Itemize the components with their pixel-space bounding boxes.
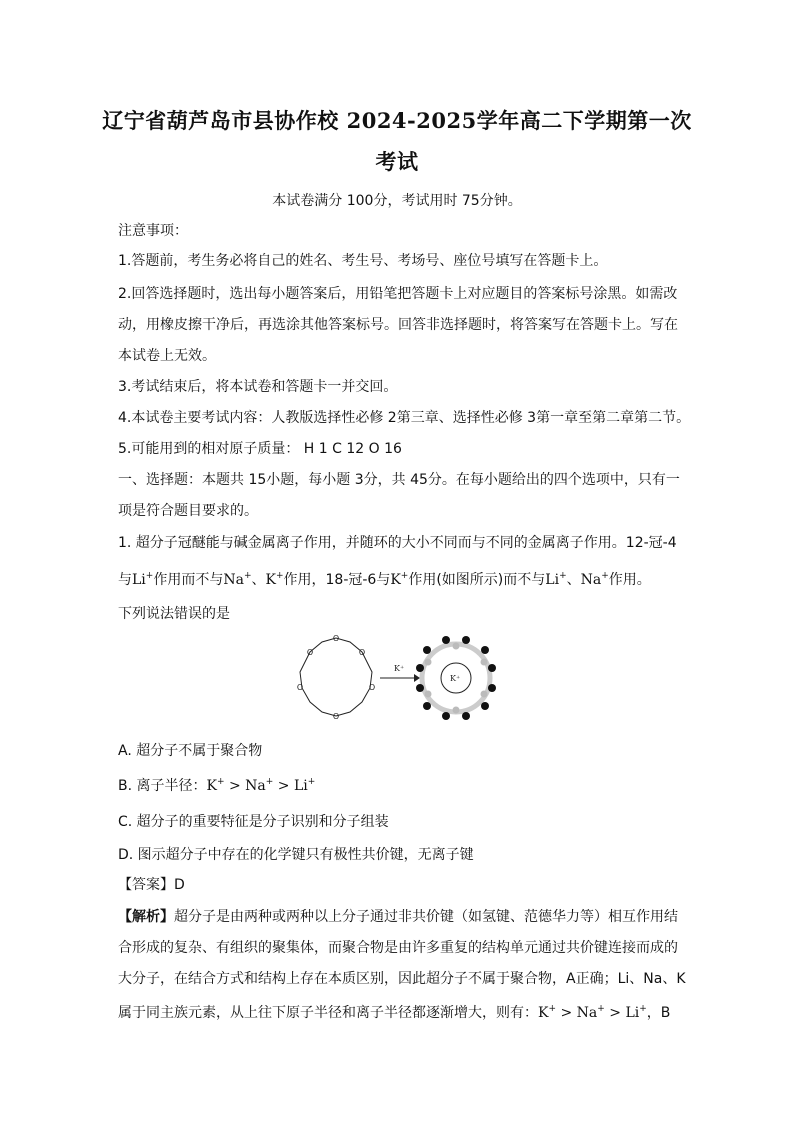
text-run: 作用，18-冠-6与: [283, 572, 391, 588]
answer-line: 【答案】D: [118, 877, 185, 893]
ion-na: Na+: [223, 571, 252, 588]
arrow-head-icon: [414, 674, 420, 682]
greater-than: >: [273, 778, 294, 794]
ion-li: Li+: [132, 571, 154, 588]
oxygen-label: O: [358, 648, 366, 657]
question-1-stem-line2: [118, 569, 651, 589]
ion-na: Na+: [245, 777, 274, 794]
ion-k: K+: [538, 1004, 557, 1021]
oxygen-label: O: [332, 712, 340, 721]
greater-than: >: [224, 778, 246, 794]
analysis-line4: [118, 1002, 670, 1022]
center-ion-label: K⁺: [450, 674, 461, 683]
ion-k: K+: [206, 777, 225, 794]
notice-item: 1.答题前，考生务必将自己的姓名、考生号、考场号、座位号填写在答题卡上。: [118, 253, 608, 269]
notice-item: 本试卷上无效。: [118, 348, 216, 364]
greater-than: >: [556, 1005, 577, 1021]
notice-heading: 注意事项：: [118, 223, 188, 239]
notice-item: 4.本试卷主要考试内容：人教版选择性必修 2第三章、选择性必修 3第一章至第二章第二节。: [118, 410, 691, 426]
text-run: 作用(如图所示)而不与: [408, 572, 546, 588]
oxygen-label: O: [296, 683, 304, 692]
ion-k: K+: [390, 571, 409, 588]
notice-item: 2.回答选择题时，选出每小题答案后，用铅笔把答题卡上对应题目的答案标号涂黑。如需改: [118, 286, 678, 302]
ion-li: Li+: [293, 777, 316, 794]
text-run: 超分子是由两种或两种以上分子通过非共价键（如氢键、范德华力等）相互作用结: [174, 909, 678, 925]
crown-ether-figure: [286, 628, 506, 724]
analysis-line1: [118, 906, 678, 926]
option-c: C. 超分子的重要特征是分子识别和分子组装: [118, 814, 389, 830]
greater-than: >: [604, 1005, 626, 1021]
section-heading-line1: 一、选择题：本题共 15小题，每小题 3分，共 45分。在每小题给出的四个选项中，只有一: [118, 472, 680, 488]
analysis-line3: 大分子，在结合方式和结构上存在本质区别，因此超分子不属于聚合物，A正确；Li、Na、K: [118, 971, 686, 987]
section-heading-line2: 项是符合题目要求的。: [118, 503, 258, 519]
ion-na: Na+: [576, 1004, 605, 1021]
text-run: 与: [118, 572, 132, 588]
ion-k: K+: [265, 571, 284, 588]
oxygen-atoms: [297, 634, 375, 721]
crown-ether-complex: [416, 636, 496, 720]
option-d: D. 图示超分子中存在的化学键只有极性共价键，无离子键: [118, 847, 474, 863]
exam-subtitle: 本试卷满分 100分，考试用时 75分钟。: [272, 193, 522, 209]
text-run: 属于同主族元素，从上往下原子半径和离子半径都逐渐增大，则有：: [118, 1005, 538, 1021]
text-run: B. 离子半径：: [118, 778, 207, 794]
arrow-label: K⁺: [394, 664, 405, 673]
ion-na: Na+: [580, 571, 609, 588]
option-b: [118, 775, 315, 795]
oxygen-label: O: [306, 648, 314, 657]
ion-li: Li+: [625, 1004, 647, 1021]
analysis-tag: 【解析】: [118, 909, 174, 925]
exam-title-line2: 考试: [375, 149, 419, 174]
question-1-stem-line3: 下列说法错误的是: [118, 606, 230, 622]
notice-item: 3.考试结束后，将本试卷和答题卡一并交回。: [118, 379, 398, 395]
oxygen-label: O: [368, 683, 376, 692]
notice-item: 5.可能用到的相对原子质量： H 1 C 12 O 16: [118, 441, 402, 457]
text-run: 、: [251, 572, 266, 588]
exam-title-line1: 辽宁省葫芦岛市县协作校 2024-2025学年高二下学期第一次: [102, 108, 692, 133]
question-1-stem-line1: 1. 超分子冠醚能与碱金属离子作用，并随环的大小不同而与不同的金属离子作用。12-冠-4: [118, 535, 677, 551]
analysis-line2: 合形成的复杂、有组织的聚集体，而聚合物是由许多重复的结构单元通过共价键连接而成的: [118, 940, 678, 956]
text-run: 作用。: [608, 572, 651, 588]
option-a: A. 超分子不属于聚合物: [118, 743, 263, 759]
text-run: 、: [566, 572, 581, 588]
text-run: 作用而不与: [153, 572, 224, 588]
oxygen-label: O: [332, 634, 340, 643]
ion-li: Li+: [545, 571, 567, 588]
text-run: ，B: [646, 1005, 671, 1021]
notice-item: 动，用橡皮擦干净后，再选涂其他答案标号。回答非选择题时，将答案写在答题卡上。写在: [118, 317, 678, 333]
